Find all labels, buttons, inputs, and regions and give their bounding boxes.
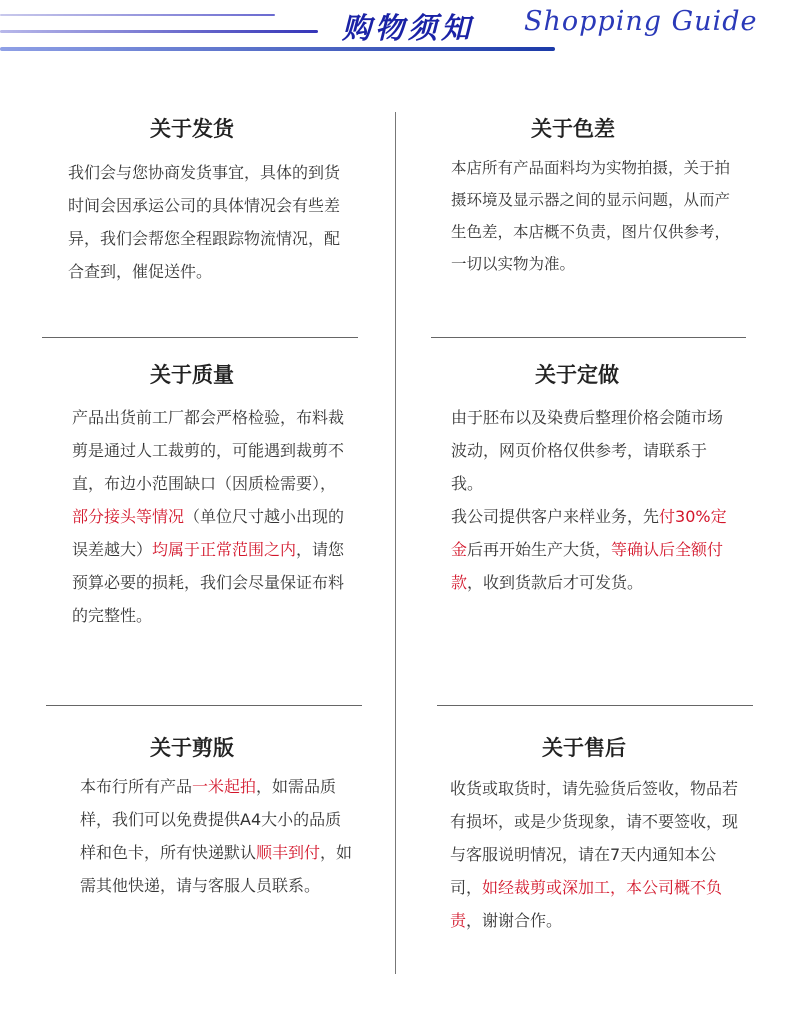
highlight-text: 等确认后全额付款 [451, 540, 724, 592]
section-body [450, 772, 746, 937]
section-body: 我们会与您协商发货事宜，具体的到货时间会因承运公司的具体情况会有些差异，我们会帮您全程跟踪物流情况，配合查到，催促送件。 [68, 163, 341, 281]
header-stripe [0, 30, 318, 33]
section-body [72, 401, 348, 632]
body-text: ，如需其他快递，请与客服人员联系。 [80, 843, 353, 895]
section-title: 关于定做 [535, 363, 619, 387]
body-text: ，谢谢合作。 [466, 911, 563, 930]
body-text: ，请您预算必要的损耗，我们会尽量保证布料的完整性。 [72, 540, 345, 625]
highlight-text: 顺丰到付 [256, 843, 321, 862]
header-banner [0, 0, 790, 70]
section-title: 关于售后 [542, 736, 626, 760]
body-text: 我公司提供客户来样业务，先 [451, 507, 660, 526]
body-text: （单位尺寸越小出现的误差越大） [72, 507, 345, 559]
body-paragraph [451, 500, 727, 599]
vertical-divider [395, 112, 396, 974]
body-text: 本布行所有产品 [80, 777, 193, 796]
highlight-text: 一米起拍 [192, 777, 257, 796]
body-text: 后再开始生产大货， [467, 540, 612, 559]
section-title: 关于剪版 [150, 736, 234, 760]
section-title: 关于发货 [150, 117, 234, 141]
horizontal-divider [431, 337, 746, 338]
highlight-text: 如经裁剪或深加工，本公司概不负责 [450, 878, 723, 930]
header-stripe [0, 14, 275, 16]
highlight-text: 部分接头等情况 [72, 507, 185, 526]
highlight-text: 付30%定金 [451, 507, 727, 559]
section-title: 关于色差 [531, 117, 615, 141]
body-text: 收货或取货时，请先验货后签收，物品若有损坏，或是少货现象，请不要签收，现与客服说明情况，请在7天内通知本公司， [450, 779, 739, 897]
section-body [451, 401, 727, 599]
section-body [80, 770, 356, 902]
body-text: 产品出货前工厂都会严格检验，布料裁剪是通过人工裁剪的，可能遇到裁剪不直，布边小范围缺口（因质检需要）， [72, 408, 345, 493]
horizontal-divider [42, 337, 358, 338]
header-title-cn: 购物须知 [342, 11, 475, 45]
body-text: ，如需品质样，我们可以免费提供A4大小的品质样和色卡，所有快递默认 [80, 777, 342, 862]
header-title-en: Shopping Guide [524, 6, 758, 37]
body-text: 由于胚布以及染费后整理价格会随市场波动，网页价格仅供参考，请联系于我。 [451, 408, 724, 493]
body-text: ，收到货款后才可发货。 [467, 573, 644, 592]
horizontal-divider [437, 705, 753, 706]
highlight-text: 均属于正常范围之内 [152, 540, 297, 559]
header-stripe [0, 47, 555, 51]
horizontal-divider [46, 705, 362, 706]
section-body: 本店所有产品面料均为实物拍摄，关于拍摄环境及显示器之间的显示问题，从而产生色差，本店概不负责，图片仅供参考，一切以实物为准。 [451, 159, 731, 273]
section-title: 关于质量 [150, 363, 234, 387]
